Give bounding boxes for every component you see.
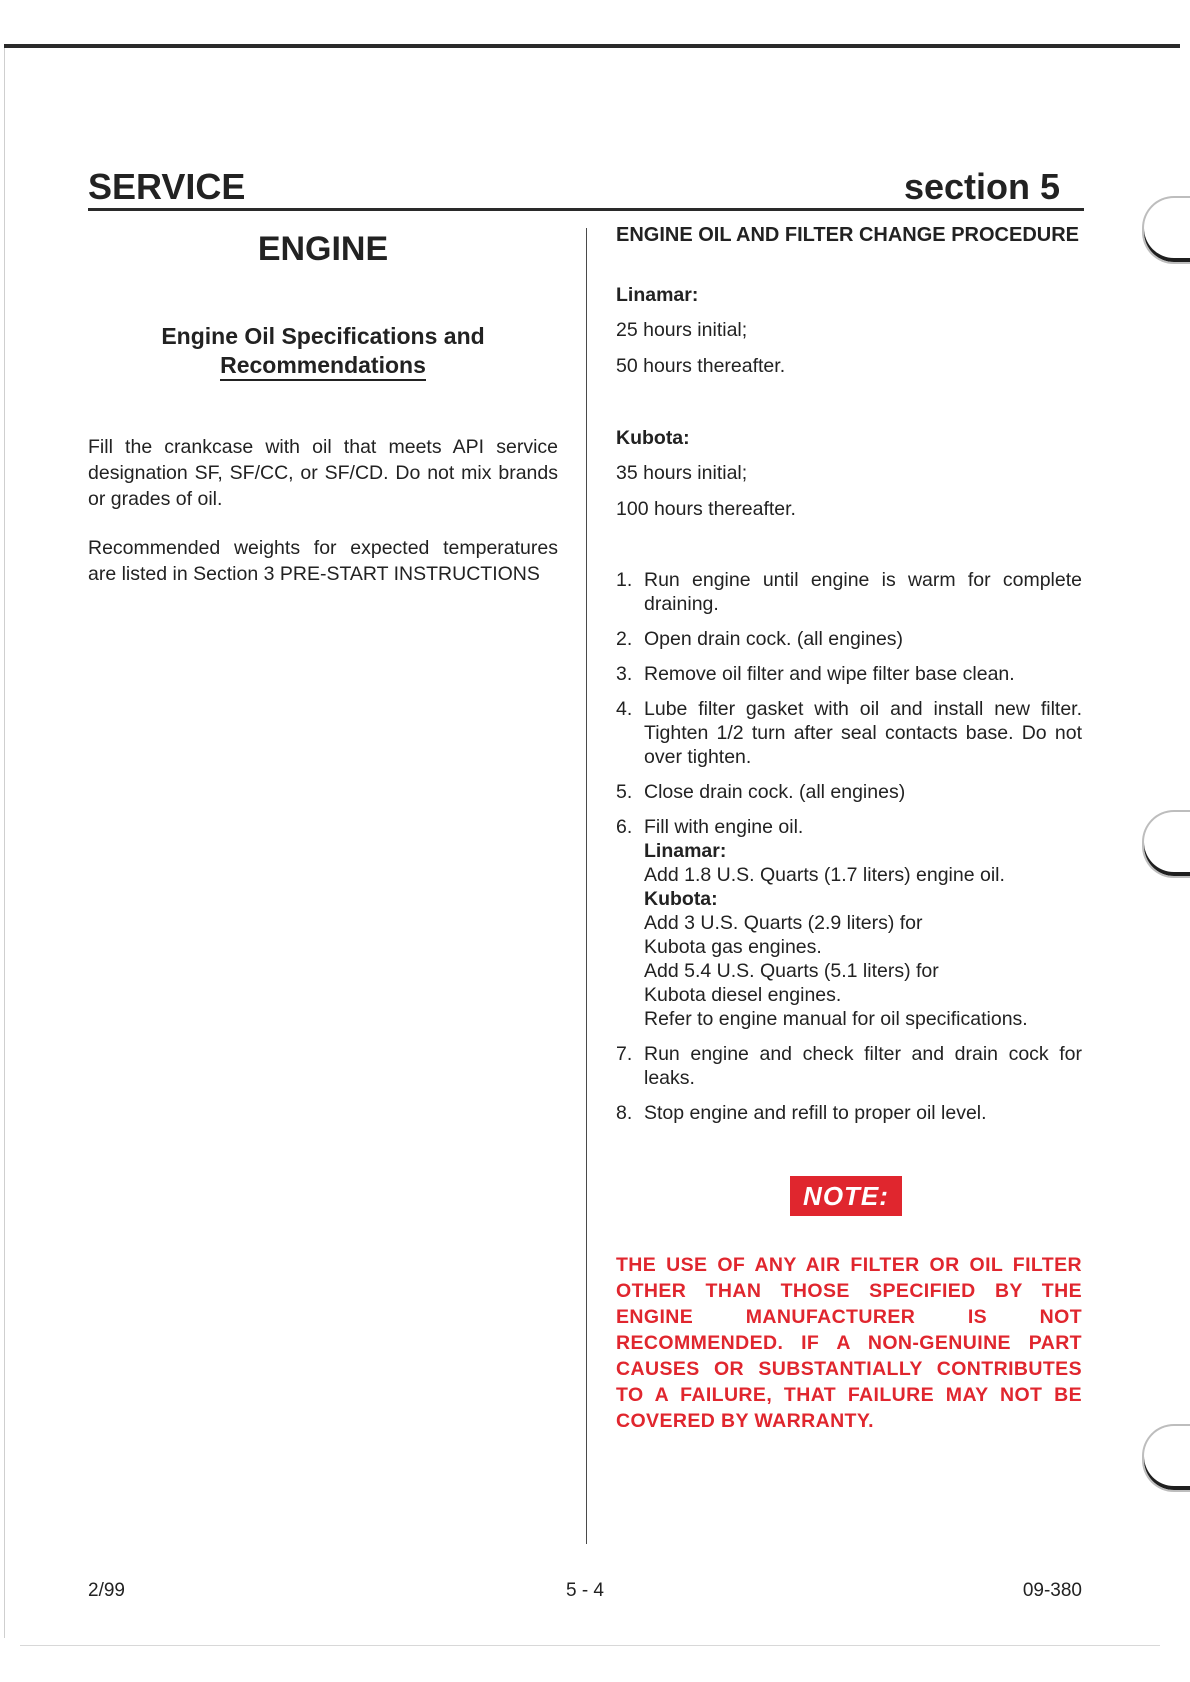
fill-kubota-label: Kubota:	[644, 888, 718, 910]
linamar-initial: 25 hours initial;	[616, 319, 748, 341]
punch-hole-top	[1142, 196, 1190, 264]
punch-hole-bottom	[1142, 1424, 1190, 1492]
step-number: 1.	[616, 569, 633, 591]
bottom-rule	[20, 1645, 1160, 1646]
step-fill-details	[644, 815, 1082, 1031]
column-divider	[586, 228, 587, 1544]
fill-linamar-amount: Add 1.8 U.S. Quarts (1.7 liters) engine oil.	[644, 864, 1005, 886]
list-item	[616, 780, 1082, 804]
procedure-title: ENGINE OIL AND FILTER CHANGE PROCEDURE	[616, 224, 1079, 246]
footer-page-number: 5 - 4	[565, 1580, 605, 1601]
top-rule	[4, 44, 1180, 48]
fill-linamar-label: Linamar:	[644, 840, 727, 862]
step-text: Stop engine and refill to proper oil level.	[644, 1102, 987, 1124]
fill-kubota-gas-amount: Add 3 U.S. Quarts (2.9 liters) for	[644, 912, 923, 934]
fill-kubota-diesel-engines: Kubota diesel engines.	[644, 984, 842, 1006]
step-text: Open drain cock. (all engines)	[644, 628, 904, 650]
fill-kubota-gas-engines: Kubota gas engines.	[644, 936, 822, 958]
spec-heading	[88, 322, 558, 380]
kubota-label: Kubota:	[616, 427, 690, 449]
header-rule	[88, 208, 1084, 211]
linamar-intervals	[616, 284, 1082, 379]
list-item	[616, 815, 1082, 1031]
list-item	[616, 627, 1082, 651]
spec-paragraph-1: Fill the crankcase with oil that meets API service designation SF, SF/CC, or SF/CD. Do not mix brands or grades of oil.	[88, 436, 558, 510]
punch-hole-middle	[1142, 810, 1190, 878]
step-text: Lube filter gasket with oil and install new filter. Tighten 1/2 turn after seal contacts base. Do not over tighten.	[644, 698, 1082, 768]
step-text: Run engine and check filter and drain cock for leaks.	[644, 1043, 1082, 1089]
warning-text: THE USE OF ANY AIR FILTER OR OIL FILTER OTHER THAN THOSE SPECIFIED BY THE ENGINE MANUFACTURER IS NOT RECOMMENDED. IF A NON-GENUINE PART CAUSES OR SUBSTANTIALLY CONTRIBUTES TO A FAILURE, THAT FAILURE MAY NOT BE	[616, 1254, 1082, 1406]
spec-heading-line1: Engine Oil Specifications and	[161, 323, 485, 349]
list-item	[616, 568, 1082, 616]
step-number: 2.	[616, 628, 633, 650]
list-item	[616, 1101, 1082, 1125]
fill-kubota-diesel-amount: Add 5.4 U.S. Quarts (5.1 liters) for	[644, 960, 939, 982]
step-text: Fill with engine oil.	[644, 816, 804, 838]
linamar-thereafter: 50 hours thereafter.	[616, 355, 786, 377]
warning-text-last-line: COVERED BY WARRANTY.	[616, 1410, 874, 1432]
kubota-thereafter: 100 hours thereafter.	[616, 498, 796, 520]
list-item	[616, 1042, 1082, 1090]
procedure-steps	[616, 568, 1082, 1136]
spec-heading-line2: Recommendations	[220, 352, 426, 381]
step-number: 4.	[616, 698, 633, 720]
linamar-label: Linamar:	[616, 284, 699, 306]
header-section: section 5	[903, 166, 1060, 207]
step-text: Run engine until engine is warm for complete draining.	[644, 569, 1082, 615]
step-number: 8.	[616, 1102, 633, 1124]
list-item	[616, 697, 1082, 769]
step-number: 5.	[616, 781, 633, 803]
spec-paragraph-2: Recommended weights for expected temperatures are listed in Section 3 PRE-START INSTRUCTIONS	[88, 537, 558, 585]
step-text: Close drain cock. (all engines)	[644, 781, 906, 803]
list-item	[616, 662, 1082, 686]
note-badge: NOTE:	[790, 1176, 902, 1216]
fill-refer-manual: Refer to engine manual for oil specifications.	[644, 1008, 1028, 1030]
kubota-intervals	[616, 427, 1082, 522]
step-text: Remove oil filter and wipe filter base clean.	[644, 663, 1015, 685]
step-number: 3.	[616, 663, 633, 685]
left-edge-line	[4, 48, 5, 1638]
footer-date: 2/99	[88, 1580, 125, 1601]
page-title: ENGINE	[257, 230, 389, 268]
warranty-warning	[616, 1252, 1082, 1434]
step-number: 7.	[616, 1043, 633, 1065]
header-service: SERVICE	[88, 166, 246, 207]
kubota-initial: 35 hours initial;	[616, 462, 748, 484]
footer-doc-number: 09-380	[1022, 1580, 1082, 1601]
step-number: 6.	[616, 816, 633, 838]
